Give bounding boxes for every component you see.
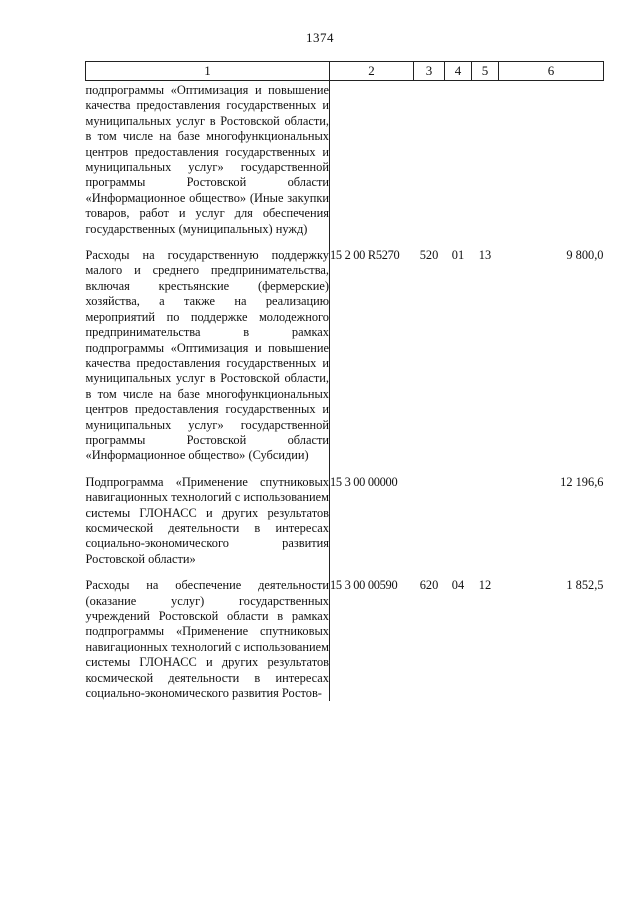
row-expense-type (414, 81, 445, 238)
row-amount: 1 852,5 (566, 578, 604, 593)
table-row (86, 464, 604, 567)
budget-table (85, 61, 604, 701)
row-subsection: 13 (478, 248, 492, 263)
column-header: 5 (472, 62, 499, 81)
row-description: Подпрограмма «Применение спутниковых навигационных технологий с использованием системы ГЛОНАСС и других результатов космической деятельности в интересах социально-экономического развития Ростовской области» (86, 464, 330, 567)
row-section: 04 (451, 578, 465, 593)
column-header: 6 (499, 62, 604, 81)
column-header: 3 (414, 62, 445, 81)
column-header: 2 (330, 62, 414, 81)
row-section (445, 81, 472, 238)
row-subsection (472, 464, 499, 567)
row-target-code: 15 3 00 00000 (330, 474, 398, 489)
column-header: 1 (86, 62, 330, 81)
column-header: 4 (445, 62, 472, 81)
table-row (86, 81, 604, 238)
row-amount (499, 81, 604, 238)
row-amount: 12 196,6 (560, 474, 604, 489)
row-description: Расходы на обеспечение деятельности (оказание услуг) государственных учреждений Ростовской области в рамках подпрограммы «Применение спутниковых навигационных технологий с использованием системы ГЛОНАСС и других результатов космической деятельности в интересах социально-экономического развития Ростов- (86, 567, 330, 701)
row-expense-type: 620 (419, 578, 439, 593)
row-expense-type (414, 464, 445, 567)
row-subsection (472, 81, 499, 238)
row-expense-type: 520 (419, 248, 439, 263)
row-description: подпрограммы «Оптимизация и повышение качества предоставления государственных и муниципальных услуг в Ростовской области, в том числе на базе многофункциональных центров предоставления государственных и муниципальных услуг» государственной программы Ростовской области «Информационное общество» (Иные закупки товаров, работ и услуг для обеспечения государственных (муниципальных) нужд) (86, 81, 330, 238)
row-target-code (330, 81, 414, 238)
row-subsection: 12 (478, 578, 492, 593)
row-amount: 9 800,0 (566, 248, 604, 263)
table-header-row (86, 62, 604, 81)
row-description: Расходы на государственную поддержку малого и среднего предпринимательства, включая крестьянские (фермерские) хозяйства, а также на реализацию мероприятий по поддержке молодежного предпринимательства в рамках подпрограммы «Оптимизация и повышение качества предоставления государственных и муниципальных услуг в Ростовской области, в том числе на базе многофункциональных центров предоставления государственных и муниципальных услуг» государственной программы Ростовской области «Информационное общество» (Субсидии) (86, 237, 330, 464)
row-target-code: 15 2 00 R5270 (330, 248, 400, 263)
row-section (445, 464, 472, 567)
table-row (86, 567, 604, 701)
row-section: 01 (451, 248, 465, 263)
row-target-code: 15 3 00 00590 (330, 578, 398, 593)
page-number: 1374 (306, 30, 334, 45)
table-row (86, 237, 604, 464)
